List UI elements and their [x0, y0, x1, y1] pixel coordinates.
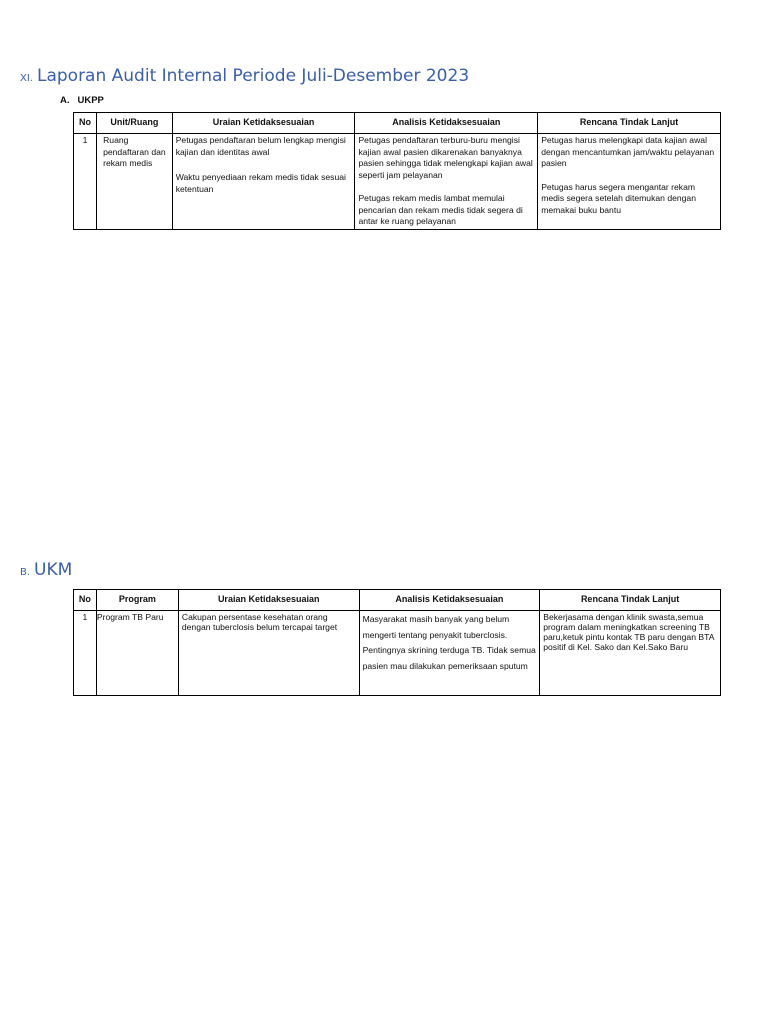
uraian-cell: Cakupan persentase kesehatan orang dengan tuberclosis belum tercapai target: [178, 611, 359, 696]
subsection-a-heading: [60, 95, 104, 106]
ukm-audit-table: [73, 589, 721, 696]
rencana-cell: Bekerjasama dengan klinik swasta,semua program dalam meningkatkan screening TB paru,ketuk pintu kontak TB paru dengan BTA positif di Kel. Sako dan Kel.Sako Baru: [540, 611, 721, 696]
column-header-no: No: [74, 113, 97, 134]
rencana-item-1: Petugas harus melengkapi data kajian awal dengan mencantumkan jam/waktu pelayanan pasien: [541, 135, 715, 168]
row-number: 1: [74, 611, 97, 696]
subsection-b-letter: B.: [20, 567, 31, 578]
column-header-analisis: Analisis Ketidaksesuaian: [355, 113, 538, 134]
section-number: XI.: [20, 73, 33, 84]
column-header-rencana: Rencana Tindak Lanjut: [538, 113, 721, 134]
row-number: 1: [74, 134, 97, 230]
column-header-uraian: Uraian Ketidaksesuaian: [172, 113, 355, 134]
analisis-item-2: Petugas rekam medis lambat memulai pencarian dan rekam medis tidak segera di antar ke ruang pelayanan: [358, 193, 523, 226]
uraian-cell: [172, 134, 355, 230]
unit-cell: Ruang pendaftaran dan rekam medis: [97, 134, 173, 230]
table-header-row: [74, 113, 721, 134]
table-header-row: [74, 590, 721, 611]
subsection-b-title: UKM: [34, 560, 73, 580]
column-header-no: No: [74, 590, 97, 611]
section-title: Laporan Audit Internal Periode Juli-Desember 2023: [36, 66, 470, 86]
analisis-line-2: Pentingnya skrining terduga TB. Tidak semua pasien mau dilakukan pemeriksaan sputum: [362, 645, 536, 671]
uraian-item-1: Petugas pendaftaran belum lengkap mengisi kajian dan identitas awal: [175, 135, 346, 157]
ukpp-audit-table: [73, 112, 721, 230]
rencana-item-2: Petugas harus segera mengantar rekam medis segera setelah ditemukan dengan memakai buku bantu: [541, 181, 696, 215]
subsection-a-title: UKPP: [77, 95, 104, 106]
column-header-unit: Unit/Ruang: [97, 113, 173, 134]
column-header-uraian: Uraian Ketidaksesuaian: [178, 590, 359, 611]
subsection-b-heading: [20, 560, 72, 580]
page-title: [20, 66, 469, 86]
column-header-analisis: Analisis Ketidaksesuaian: [359, 590, 540, 611]
column-header-rencana: Rencana Tindak Lanjut: [540, 590, 721, 611]
uraian-item-2: Waktu penyediaan rekam medis tidak sesuai ketentuan: [175, 172, 346, 194]
program-cell: Program TB Paru: [96, 611, 178, 696]
analisis-item-1: Petugas pendaftaran terburu-buru mengisi kajian awal pasien dikarenakan banyaknya pasien sehingga tidak melengkapi kajian awal seperti jam pelayanan: [358, 135, 533, 180]
subsection-a-letter: A.: [60, 95, 70, 106]
table-row: [74, 611, 721, 696]
analisis-line-1: Masyarakat masih banyak yang belum mengerti tentang penyakit tuberclosis.: [362, 614, 510, 640]
rencana-cell: [538, 134, 721, 230]
analisis-cell: [355, 134, 538, 230]
table-row: [74, 134, 721, 230]
column-header-program: Program: [96, 590, 178, 611]
analisis-cell: [359, 611, 540, 696]
